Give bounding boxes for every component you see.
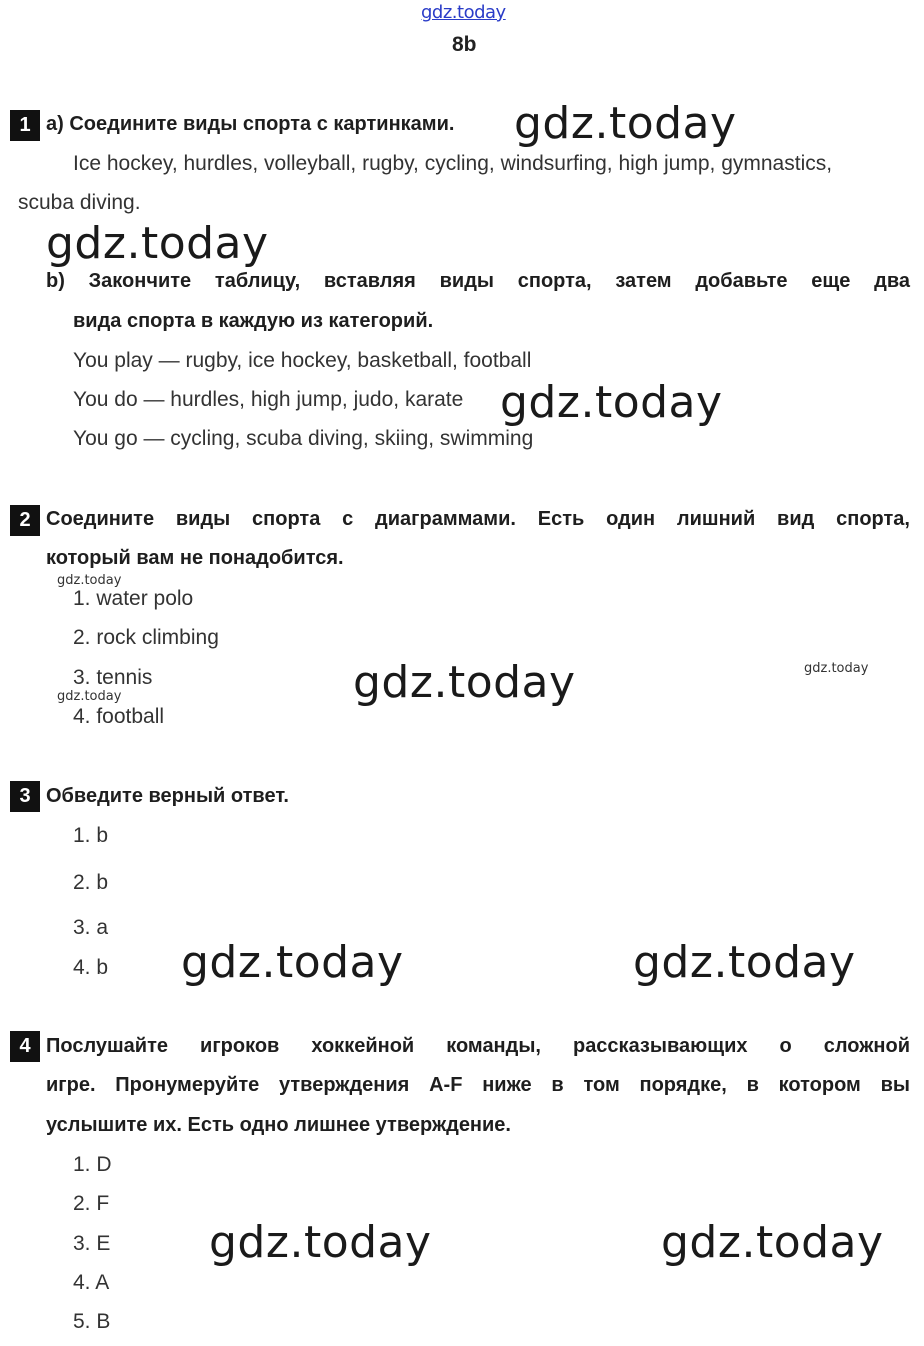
task-1-answer-3: You go — cycling, scuba diving, skiing, swimming [73,427,534,450]
task-4-answer-1: 1. D [73,1153,112,1176]
task-3-answer-4: 4. b [73,956,109,979]
task-3-answer-3: 3. a [73,916,109,939]
task-1-answer-2: You do — hurdles, high jump, judo, karate [73,388,464,411]
task-3-answer-2: 2. b [73,871,109,894]
watermark: gdz.today [181,937,404,988]
task-4-title-line-1: Послушайте игроков хоккейной команды, рассказывающих о сложной [46,1035,910,1057]
task-4-title-line-3: услышите их. Есть одно лишнее утверждение. [46,1114,511,1136]
task-4-number-badge: 4 [10,1031,40,1062]
task-2-answer-3: 3. tennis [73,666,153,689]
task-1b-title-line-2: вида спорта в каждую из категорий. [73,310,434,332]
watermark: gdz.today [514,98,737,149]
task-3-number-badge: 3 [10,781,40,812]
page-title: 8b [452,33,477,56]
watermark: gdz.today [353,657,576,708]
watermark-small: gdz.today [57,573,122,588]
task-2-title-line-1: Соедините виды спорта с диаграммами. Есть один лишний вид спорта, [46,508,910,530]
watermark: gdz.today [209,1217,432,1268]
task-2-title-line-2: который вам не понадобится. [46,547,344,569]
watermark: gdz.today [633,937,856,988]
task-2-answer-2: 2. rock climbing [73,626,219,649]
task-3-answer-1: 1. b [73,824,109,847]
task-1a-text-line-2: scuba diving. [18,191,141,214]
task-1a-text-line-1: Ice hockey, hurdles, volleyball, rugby, cycling, windsurfing, high jump, gymnastics, [73,152,833,175]
task-4-answer-4: 4. A [73,1271,110,1294]
watermark: gdz.today [46,218,269,269]
task-3-title: Обведите верный ответ. [46,785,289,807]
task-4-answer-2: 2. F [73,1192,110,1215]
task-1-number-badge: 1 [10,110,40,141]
task-1a-title: a) Соедините виды спорта с картинками. [46,113,455,135]
watermark: gdz.today [500,377,723,428]
task-2-answer-1: 1. water polo [73,587,194,610]
task-4-title-line-2: игре. Пронумеруйте утверждения A-F ниже в том порядке, в котором вы [46,1074,910,1096]
watermark-small: gdz.today [57,689,122,704]
site-link[interactable]: gdz.today [421,2,506,23]
task-1-answer-1: You play — rugby, ice hockey, basketball, football [73,349,532,372]
task-1b-title-line-1: b) Закончите таблицу, вставляя виды спорта, затем добавьте еще два [46,270,910,292]
watermark-small: gdz.today [804,661,869,676]
task-4-answer-3: 3. E [73,1232,111,1255]
task-4-answer-5: 5. B [73,1310,111,1333]
task-2-number-badge: 2 [10,505,40,536]
task-2-answer-4: 4. football [73,705,165,728]
watermark: gdz.today [661,1217,884,1268]
